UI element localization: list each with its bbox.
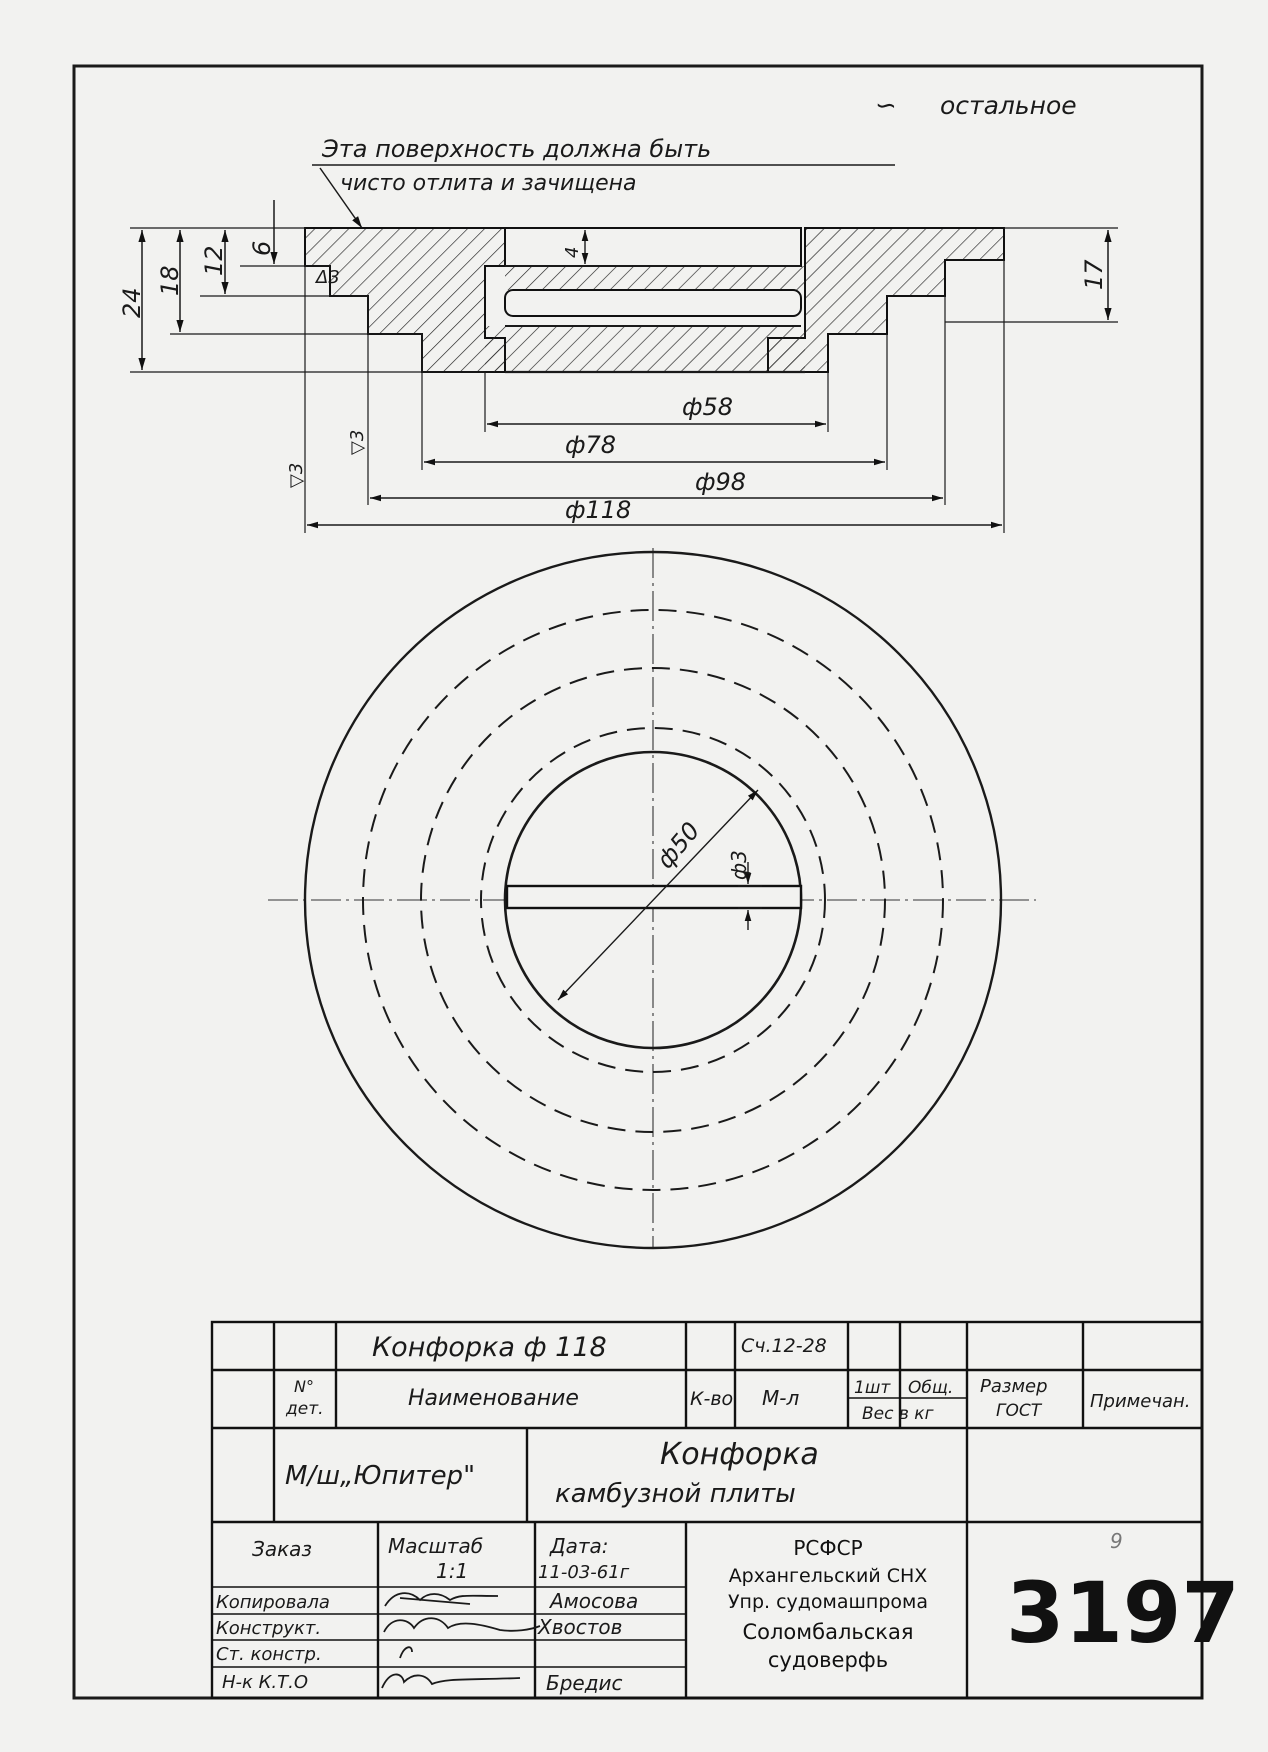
org-line3: Упр. судомашпрома bbox=[727, 1591, 929, 1613]
org-line1: РСФСР bbox=[793, 1536, 863, 1560]
scale-value: 1:1 bbox=[436, 1559, 469, 1583]
roughness-symbol: ∽ bbox=[875, 91, 897, 121]
surface-note-line1: Эта поверхность должна быть bbox=[322, 135, 712, 163]
dim-d58: ф58 bbox=[682, 393, 734, 421]
dim-d98: ф98 bbox=[695, 468, 747, 496]
section-view bbox=[305, 228, 1004, 372]
scale-label: Масштаб bbox=[388, 1534, 484, 1558]
section-hatch-left bbox=[305, 228, 505, 372]
copied-label: Копировала bbox=[216, 1592, 330, 1613]
dim-d3: ф3 bbox=[727, 850, 751, 880]
slot-opening bbox=[505, 290, 801, 316]
title-block bbox=[212, 1322, 1240, 1698]
roughness-text: остальное bbox=[940, 91, 1077, 120]
col-size-bottom: ГОСТ bbox=[996, 1401, 1042, 1421]
dim-17: 17 bbox=[1080, 259, 1108, 290]
designer-signature bbox=[384, 1618, 540, 1632]
org-line4: Соломбальская bbox=[742, 1620, 914, 1644]
roughness-mark-c: ▽3 bbox=[286, 462, 307, 488]
col-no-top: N° bbox=[294, 1377, 314, 1396]
col-material: М-л bbox=[762, 1386, 800, 1410]
dim-12: 12 bbox=[200, 245, 228, 276]
date-value: 11-03-61г bbox=[538, 1562, 630, 1583]
col-qty: К-во bbox=[690, 1388, 734, 1410]
roughness-mark-a: Δ3 bbox=[316, 267, 340, 288]
col-size-top: Размер bbox=[980, 1376, 1048, 1397]
title-line1: Конфорка bbox=[660, 1437, 819, 1472]
org-line5: судоверфь bbox=[767, 1648, 889, 1672]
org-line2: Архангельский СНХ bbox=[728, 1565, 928, 1587]
date-label: Дата: bbox=[550, 1534, 609, 1558]
designer-label: Конструкт. bbox=[216, 1618, 322, 1639]
dim-18: 18 bbox=[156, 265, 184, 296]
chief-signature bbox=[400, 1647, 412, 1658]
col-weight-total: Общ. bbox=[908, 1378, 954, 1398]
copied-signature bbox=[385, 1593, 498, 1606]
ship-name: М/ш„Юпитер" bbox=[285, 1461, 476, 1491]
control-signature bbox=[382, 1674, 520, 1688]
slot bbox=[507, 886, 801, 908]
corner-mark: 9 bbox=[1110, 1529, 1123, 1553]
dim-6: 6 bbox=[248, 240, 276, 256]
roughness-mark-b: ▽3 bbox=[347, 429, 368, 455]
control-name: Бредис bbox=[546, 1671, 623, 1695]
dim-d78: ф78 bbox=[565, 431, 617, 459]
section-hatch-web bbox=[505, 266, 805, 290]
order-label: Заказ bbox=[252, 1537, 313, 1561]
designer-name: Хвостов bbox=[538, 1615, 623, 1639]
copied-name: Амосова bbox=[550, 1589, 639, 1613]
col-no-bottom: дет. bbox=[286, 1399, 324, 1419]
top-recess bbox=[505, 228, 801, 266]
col-weight: Вес в кг bbox=[862, 1404, 934, 1424]
surface-note bbox=[312, 135, 895, 228]
chief-label: Ст. констр. bbox=[216, 1644, 322, 1665]
roughness-note bbox=[875, 91, 1077, 121]
col-note: Примечан. bbox=[1090, 1391, 1191, 1412]
dim-d118: ф118 bbox=[565, 496, 632, 524]
dim-d50: ф50 bbox=[651, 816, 706, 874]
title-line2: камбузной плиты bbox=[555, 1479, 796, 1509]
dim-24: 24 bbox=[118, 287, 146, 318]
material: Сч.12-28 bbox=[741, 1335, 827, 1357]
sheet-number: 3197 bbox=[1006, 1564, 1240, 1662]
control-label: Н-к К.Т.О bbox=[222, 1672, 309, 1693]
section-hatch-center bbox=[485, 326, 805, 372]
part-name: Конфорка ф 118 bbox=[372, 1332, 607, 1363]
surface-note-line2: чисто отлита и зачищена bbox=[340, 171, 637, 196]
col-weight-one: 1шт bbox=[854, 1378, 891, 1398]
col-name: Наименование bbox=[408, 1386, 579, 1411]
dim-4: 4 bbox=[562, 246, 583, 258]
